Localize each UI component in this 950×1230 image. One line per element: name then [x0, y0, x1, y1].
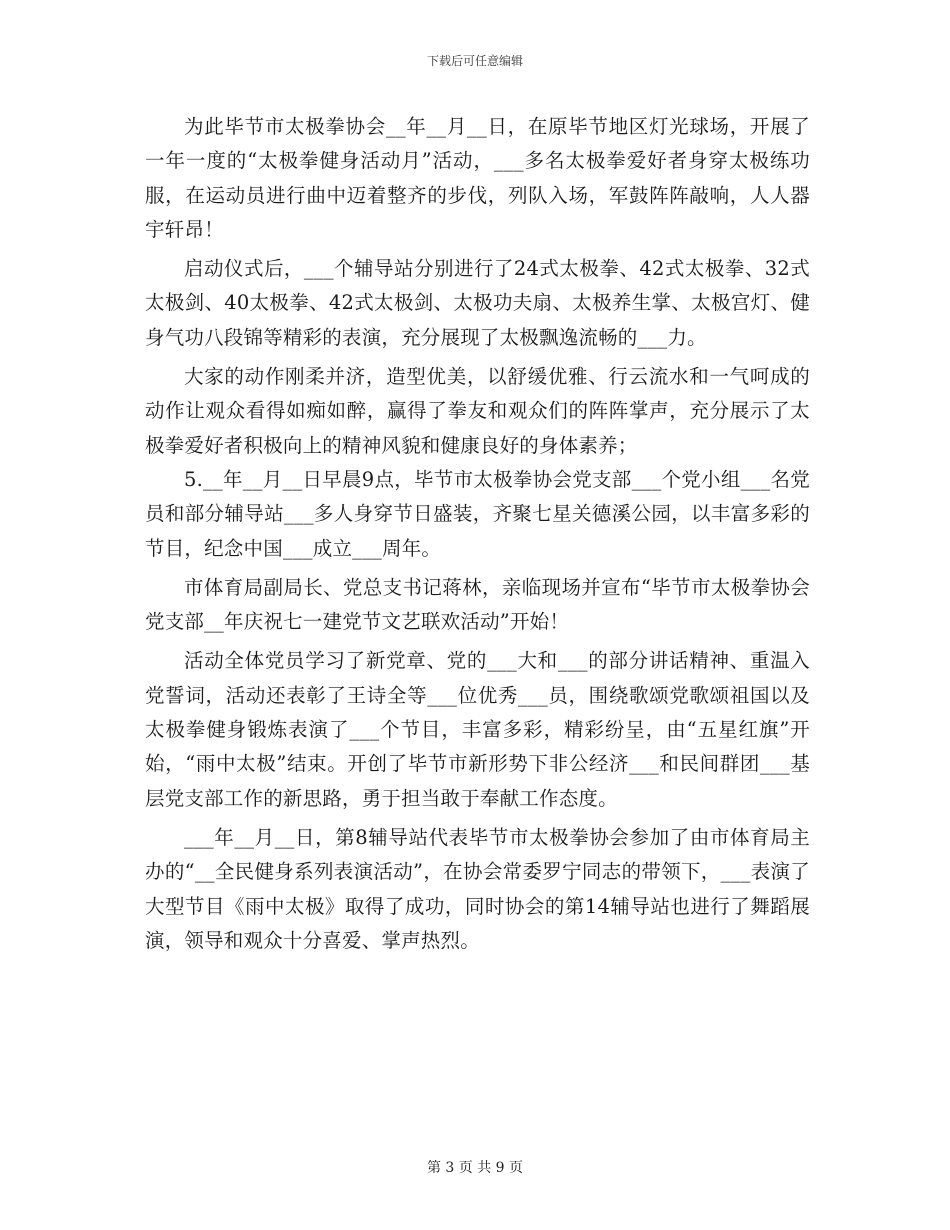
paragraph-1: 为此毕节市太极拳协会__年__月__日，在原毕节地区灯光球场，开展了一年一度的“太极拳健身活动月”活动，___多名太极拳爱好者身穿太极练功服，在运动员进行曲中迈着整齐的步伐，列队入场，军鼓阵阵敲响，人人器宇轩昂！ [145, 115, 810, 241]
paragraph-2: 启动仪式后，___个辅导站分别进行了24式太极拳、42式太极拳、32式太极剑、40太极拳、42式太极剑、太极功夫扇、太极养生掌、太极宫灯、健身气功八段锦等精彩的表演，充分展现了太极飘逸流畅的___力。 [145, 257, 810, 349]
paragraph-6: 活动全体党员学习了新党章、党的___大和___的部分讲话精神、重温入党誓词，活动还表彰了王诗全等___位优秀___员，围绕歌颂党歌颂祖国以及太极拳健身锻炼表演了___个节目，丰富多彩，精彩纷呈，由“五星红旗”开始，“雨中太极”结束。开创了毕节市新形势下非公经济___和民间群团___基层党支部工作的新思路，勇于担当敢于奉献工作态度。 [145, 649, 810, 810]
document-body [145, 110, 810, 958]
paragraph-5: 市体育局副局长、党总支书记蒋林，亲临现场并宣布“毕节市太极拳协会党支部__年庆祝七一建党节文艺联欢活动”开始！ [145, 575, 810, 634]
paragraph-3: 大家的动作刚柔并济，造型优美，以舒缓优雅、行云流水和一气呵成的动作让观众看得如痴如醉，赢得了拳友和观众们的阵阵掌声，充分展示了太极拳爱好者积极向上的精神风貌和健康良好的身体素养； [145, 365, 810, 457]
page-header-note: 下载后可任意编辑 [426, 54, 523, 68]
paragraph-7: ___年__月__日，第8辅导站代表毕节市太极拳协会参加了由市体育局主办的“__全民健身系列表演活动”，在协会常委罗宁同志的带领下，___表演了大型节目《雨中太极》取得了成功，同时协会的第14辅导站也进行了舞蹈展演，领导和观众十分喜爱、掌声热烈。 [145, 825, 810, 952]
page-number: 第 3 页 共 9 页 [426, 1160, 524, 1176]
paragraph-4: 5.__年__月__日早晨9点，毕节市太极拳协会党支部___个党小组___名党员和部分辅导站___多人身穿节日盛装，齐聚七星关德溪公园，以丰富多彩的节目，纪念中国___成立___周年。 [145, 467, 810, 560]
